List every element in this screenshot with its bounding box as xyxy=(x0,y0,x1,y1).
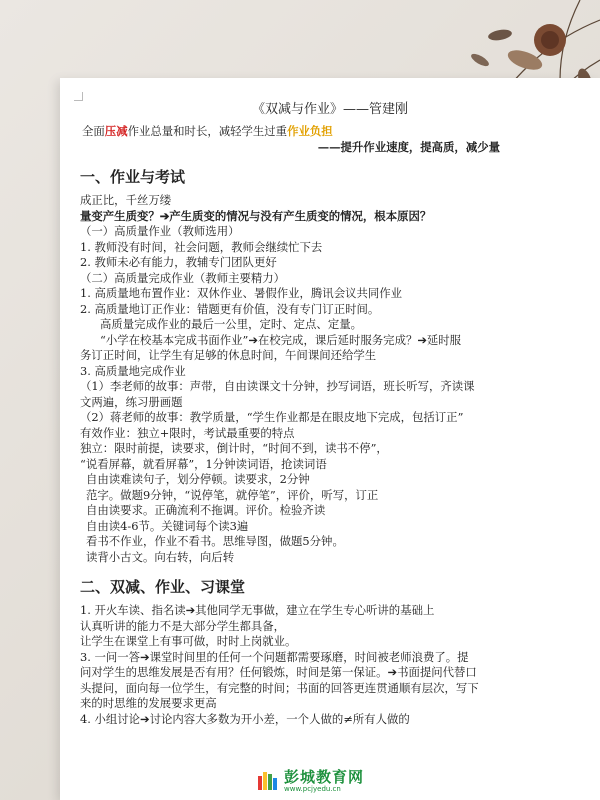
subtitle-text: 作业总量和时长，减轻学生过重 xyxy=(127,124,288,138)
text-line: 自由读难读句子，划分停顿。读要求，2分钟 xyxy=(86,472,310,486)
section-heading-2: 二、双减、作业、习课堂 xyxy=(80,578,246,596)
site-logo[interactable] xyxy=(258,768,364,794)
text-line: 独立：限时前提，读要求，倒计时，“时间不到，读书不停”， xyxy=(80,441,388,455)
document-page xyxy=(60,78,600,800)
text-line: 高质量完成作业的最后一公里，定时、定点、定量。 xyxy=(100,317,362,331)
text-line: （二）高质量完成作业（教师主要精力） xyxy=(80,270,286,285)
text-line: 看书不作业，作业不看书。思维导图，做题5分钟。 xyxy=(86,534,344,548)
text-line: 务订正时间，让学生有足够的休息时间，午间课间还给学生 xyxy=(80,348,377,362)
logo-url: www.pcjyedu.cn xyxy=(284,784,341,793)
text-line: 1. 教师没有时间，社会问题，教师会继续忙下去 xyxy=(80,239,323,254)
text-line: 让学生在课堂上有事可做，时时上岗就业。 xyxy=(80,634,297,648)
text-line: 3. 一问一答➔课堂时间里的任何一个问题都需要琢磨，时间被老师浪费了。提 xyxy=(80,649,469,664)
document-content xyxy=(80,100,580,727)
text-line: 2. 高质量地订正作业：错题更有价值，没有专门订正时间。 xyxy=(80,301,380,316)
text-line: 1. 高质量地布置作业：双休作业、暑假作业，腾讯会议共同作业 xyxy=(80,286,403,300)
text-line: 问对学生的思维发展是否有用？任何锻炼，时间是第一保证。➔书面提问代替口 xyxy=(80,665,477,679)
text-line: 自由读要求。正确流利不拖调。评价。检验齐读 xyxy=(86,503,326,517)
books-icon xyxy=(258,772,280,790)
text-line: 4. 小组讨论➔讨论内容大多数为开小差，一个人做的≠所有人做的 xyxy=(80,711,410,726)
subtitle-text: 全面 xyxy=(82,124,105,138)
document-title: 《双减与作业》——管建刚 xyxy=(251,102,408,117)
text-line: （1）李老师的故事：声带，自由读课文十分钟，抄写词语，班长听写，齐读课 xyxy=(80,379,475,393)
document-subtitle xyxy=(80,124,580,140)
text-line: 自由读4-6节。关键词每个读3遍 xyxy=(86,518,249,533)
section-heading-1: 一、作业与考试 xyxy=(80,168,186,186)
text-line: 文两遍，练习册画题 xyxy=(80,394,183,409)
text-line: “说看屏幕，就看屏幕”，1分钟读词语，抢读词语 xyxy=(80,456,327,471)
text-line: 认真听讲的能力不是大部分学生都具备， xyxy=(80,618,286,633)
text-line: 3. 高质量地完成作业 xyxy=(80,363,186,378)
logo-name: 彭城教育网 xyxy=(284,767,365,786)
text-line: （一）高质量作业（教师选用） xyxy=(80,224,240,238)
text-line: 1. 开火车读、指名读➔其他同学无事做，建立在学生专心听讲的基础上 xyxy=(80,603,435,617)
text-line: 范字。做题9分钟，“说停笔，就停笔”，评价，听写，订正 xyxy=(86,487,379,502)
text-line: 2. 教师未必有能力，教辅专门团队更好 xyxy=(80,255,277,269)
text-line: 读背小古文。向右转，向后转 xyxy=(86,549,235,564)
text-line: 量变产生质变？➔产生质变的情况与没有产生质变的情况，根本原因？ xyxy=(80,208,432,223)
text-line: （2）蒋老师的故事：教学质量，“学生作业都是在眼皮地下完成，包括订正” xyxy=(80,410,464,424)
text-line: 有效作业：独立+限时，考试最重要的特点 xyxy=(80,425,295,440)
subtitle-highlight-yellow: 作业负担 xyxy=(287,124,333,138)
document-subtitle-line2: ——提升作业速度，提高质，减少量 xyxy=(317,139,500,154)
subtitle-highlight-red: 压减 xyxy=(104,124,128,138)
text-line: “小学在校基本完成书面作业”➔在校完成，课后延时服务完成？➔延时服 xyxy=(100,332,462,347)
text-line: 头提问，面向每一位学生，有完整的时间；书面的回答更连贯通顺有层次，写下 xyxy=(80,680,479,695)
text-line: 来的时思维的发展要求更高 xyxy=(80,696,217,710)
text-line: 成正比，千丝万缕 xyxy=(80,193,172,207)
